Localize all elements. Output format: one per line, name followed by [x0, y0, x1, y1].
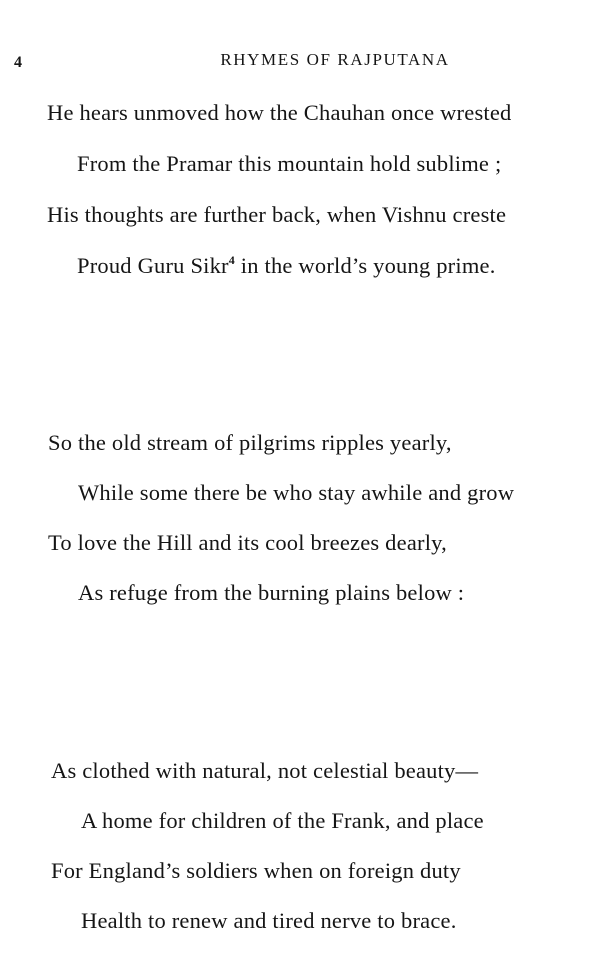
verse-line: His thoughts are further back, when Vishnu creste	[47, 202, 507, 227]
verse-text: in the world’s young prime.	[234, 253, 496, 278]
verse-text: Proud Guru Sikr	[77, 253, 229, 278]
verse-line: As refuge from the burning plains below :	[78, 580, 465, 605]
verse-line: Health to renew and tired nerve to brace.	[81, 908, 457, 933]
verse-line: While some there be who stay awhile and grow	[78, 480, 515, 505]
verse-line: He hears unmoved how the Chauhan once wrested	[47, 100, 512, 125]
verse-line: For England’s soldiers when on foreign duty	[51, 858, 461, 883]
verse-line	[77, 253, 496, 279]
verse-line: To love the Hill and its cool breezes dearly,	[48, 530, 447, 555]
verse-line: A home for children of the Frank, and place	[81, 808, 484, 833]
footnote-marker: 4	[228, 253, 235, 267]
verse-line: From the Pramar this mountain hold sublime ;	[77, 151, 502, 176]
running-title: RHYMES OF RAJPUTANA	[220, 50, 450, 69]
page-number: 4	[14, 54, 23, 71]
verse-line: So the old stream of pilgrims ripples yearly,	[48, 430, 452, 455]
verse-line: As clothed with natural, not celestial beauty—	[51, 758, 479, 783]
